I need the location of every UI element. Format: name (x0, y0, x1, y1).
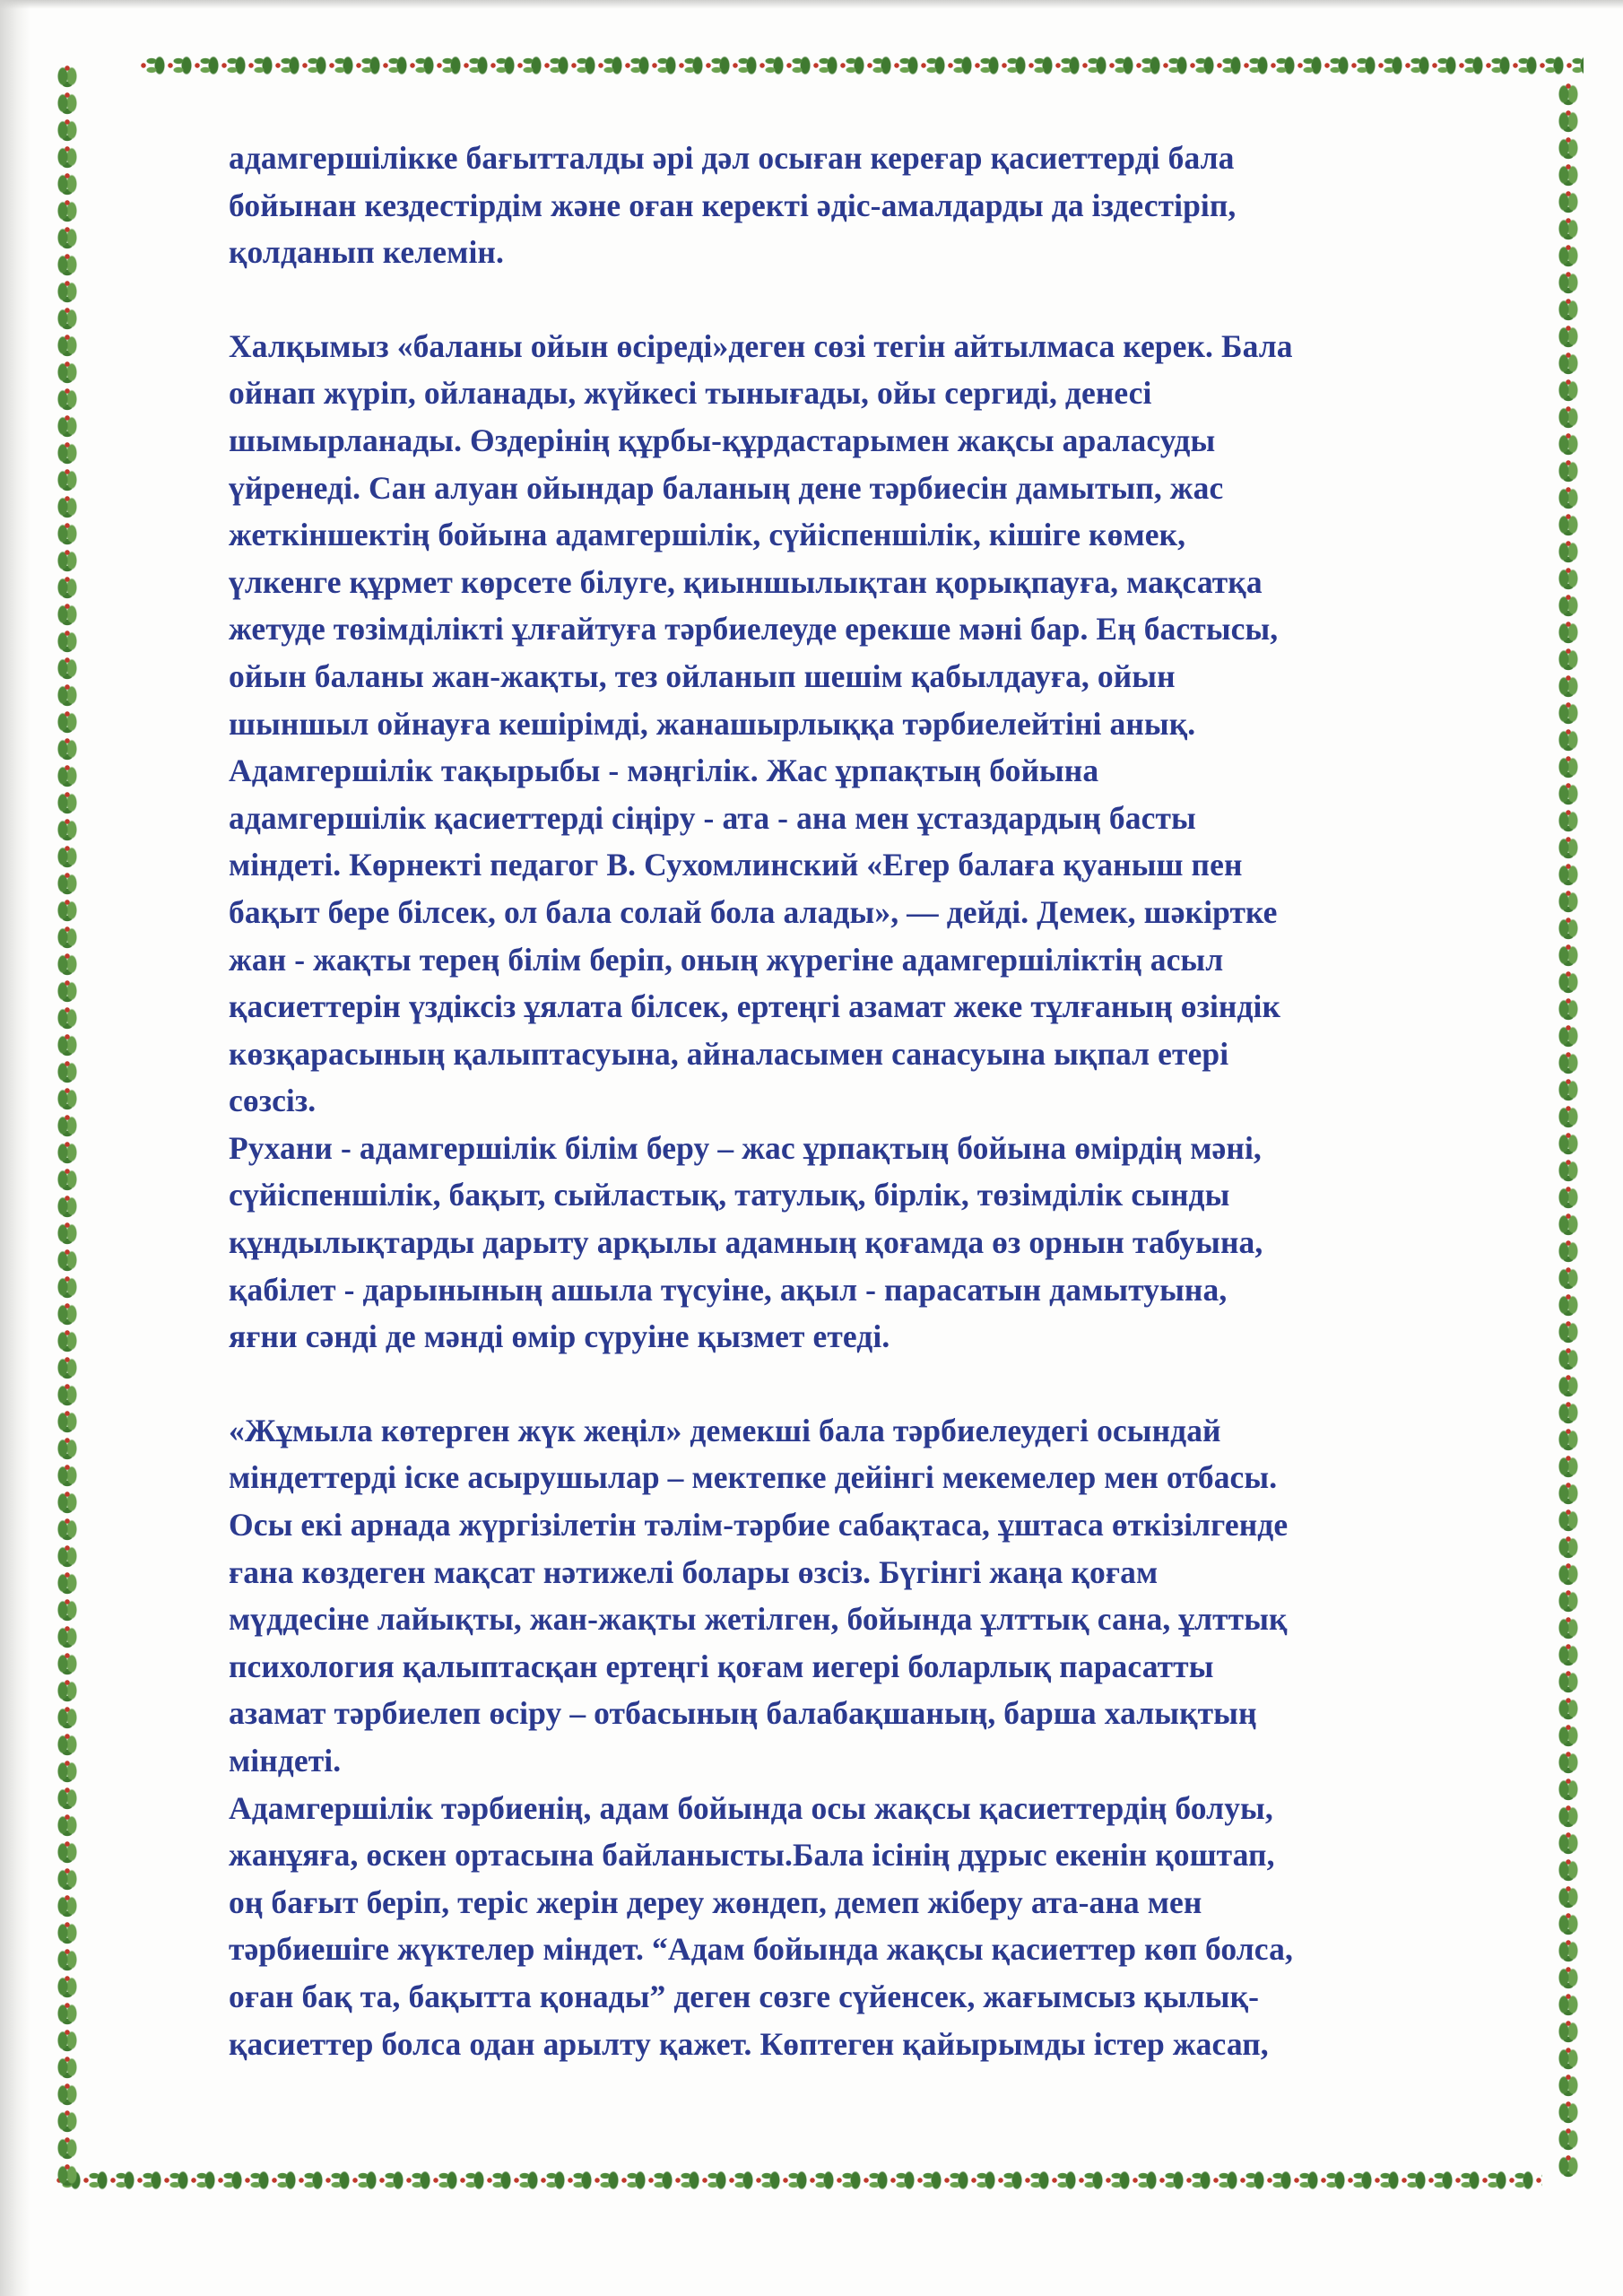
text-line: Халқымыз «баланы ойын өсіреді»деген сөзі тегін айтылмаса керек. Бала (229, 327, 1293, 364)
text-line: ойын баланы жан-жақты, тез ойланып шешім қабылдауға, ойын (229, 657, 1176, 694)
text-line: қасиеттерін үздіксіз ұялата білсек, ертеңгі азамат жеке тұлғаның өзіндік (229, 988, 1281, 1025)
text-line: оң бағыт беріп, теріс жерін дереу жөндеп, демеп жіберу ата-ана мен (229, 1883, 1202, 1920)
text-line: Осы екі арнада жүргізілетін тәлім-тәрбие сабақтаса, ұштаса өткізілгенде (229, 1507, 1289, 1544)
paragraph-3 (229, 1125, 1538, 1361)
text-line: адамгершілікке бағытталды әрі дәл осыған кереғар қасиеттерді бала (229, 140, 1235, 176)
holly-border-top (138, 52, 1584, 79)
text-line: яғни сәнді де мәнді өмір сүруіне қызмет етеді. (229, 1318, 890, 1355)
paragraph-1 (229, 135, 1538, 276)
text-line: сүйіспеншілік, бақыт, сыйластық, татулық, бірлік, төзімділік сынды (229, 1177, 1230, 1213)
scanner-top-shadow (0, 0, 1623, 9)
text-line: қасиеттер болса одан арылту қажет. Көптеген қайырымды істер жасап, (229, 2025, 1269, 2062)
text-line: қабілет - дарынының ашыла түсуіне, ақыл - парасатын дамытуына, (229, 1271, 1228, 1308)
text-line: Адамгершілік тақырыбы - мәңгілік. Жас ұрпақтың бойына (229, 752, 1099, 789)
text-line: шыншыл ойнауға кешірімді, жанашырлыққа тәрбиелейтіні анық. (229, 705, 1196, 742)
text-line: құндылықтарды дарыту арқылы адамның қоғамда өз орнын табуына, (229, 1224, 1263, 1261)
text-line: ғана көздеген мақсат нәтижелі болары өзсіз. Бүгінгі жаңа қоғам (229, 1553, 1159, 1590)
text-line: ойнап жүріп, ойланады, жүйкесі тынығады, ойы сергиді, денесі (229, 375, 1152, 412)
text-line: жанұяға, өскен ортасына байланысты.Бала ісінің дұрыс екенін қоштап, (229, 1837, 1275, 1874)
document-body (229, 135, 1538, 2067)
text-line: Рухани - адамгершілік білім беру – жас ұрпақтың бойына өмірдің мәні, (229, 1129, 1262, 1166)
holly-border-bottom (54, 2167, 1542, 2194)
text-line: шымырланады. Өздерінің құрбы-құрдастарымен жақсы араласуды (229, 422, 1216, 458)
paragraph-4 (229, 1407, 1538, 1785)
text-line: мүддесіне лайықты, жан-жақты жетілген, бойында ұлттық сана, ұлттық (229, 1601, 1288, 1638)
text-line: сөзсіз. (229, 1083, 317, 1119)
text-line: азамат тәрбиелеп өсіру – отбасының балабақшаның, барша халықтың (229, 1695, 1257, 1732)
text-line: қолданып келемін. (229, 234, 504, 271)
text-line: адамгершілік қасиеттерді сіңіру - ата - ана мен ұстаздардың басты (229, 799, 1196, 836)
text-line: бойынан кездестірдім және оған керекті әдіс-амалдарды да іздестіріп, (229, 187, 1237, 223)
scanner-edge-shadow (0, 0, 30, 2296)
paragraph-gap (229, 1361, 1538, 1407)
holly-border-left (54, 63, 81, 2188)
text-line: міндеті. Көрнекті педагог В. Сухомлинский «Егер балаға қуаныш пен (229, 847, 1243, 883)
text-line: психология қалыптасқан ертеңгі қоғам иегері боларлық парасатты (229, 1648, 1214, 1684)
text-line: оған бақ та, бақытта қонады” деген сөзге сүйенсек, жағымсыз қылық- (229, 1978, 1260, 2014)
text-line: тәрбиешіге жүктелер міндет. “Адам бойында жақсы қасиеттер көп болса, (229, 1931, 1293, 1968)
text-line: үлкенге құрмет көрсете білуге, қиыншылықтан қорықпауға, мақсатқа (229, 563, 1263, 600)
text-line: көзқарасының қалыптасуына, айналасымен санасуына ықпал етері (229, 1035, 1229, 1072)
text-line: жан - жақты терең білім беріп, оның жүрегіне адамгершіліктің асыл (229, 941, 1224, 978)
paragraph-gap (229, 276, 1538, 323)
text-line: Адамгершілік тәрбиенің, адам бойында осы жақсы қасиеттердің болуы, (229, 1789, 1273, 1826)
paragraph-2 (229, 323, 1538, 1125)
text-line: міндеттерді іске асырушылар – мектепке дейінгі мекемелер мен отбасы. (229, 1459, 1278, 1496)
text-line: бақыт бере білсек, ол бала солай бола алады», — дейді. Демек, шәкіртке (229, 893, 1278, 930)
text-line: міндеті. (229, 1743, 342, 1779)
text-line: жетуде төзімділікті ұлғайтуға тәрбиелеуде ерекше мәні бар. Ең бастысы, (229, 611, 1279, 648)
text-line: үйренеді. Сан алуан ойындар баланың дене тәрбиесін дамытып, жас (229, 469, 1224, 506)
text-line: жеткіншектің бойына адамгершілік, сүйіспеншілік, кішіге көмек, (229, 517, 1186, 553)
holly-border-right (1555, 81, 1582, 2179)
text-line: «Жұмыла көтерген жүк жеңіл» демекші бала тәрбиелеудегі осындай (229, 1412, 1221, 1448)
paragraph-5 (229, 1785, 1538, 2068)
